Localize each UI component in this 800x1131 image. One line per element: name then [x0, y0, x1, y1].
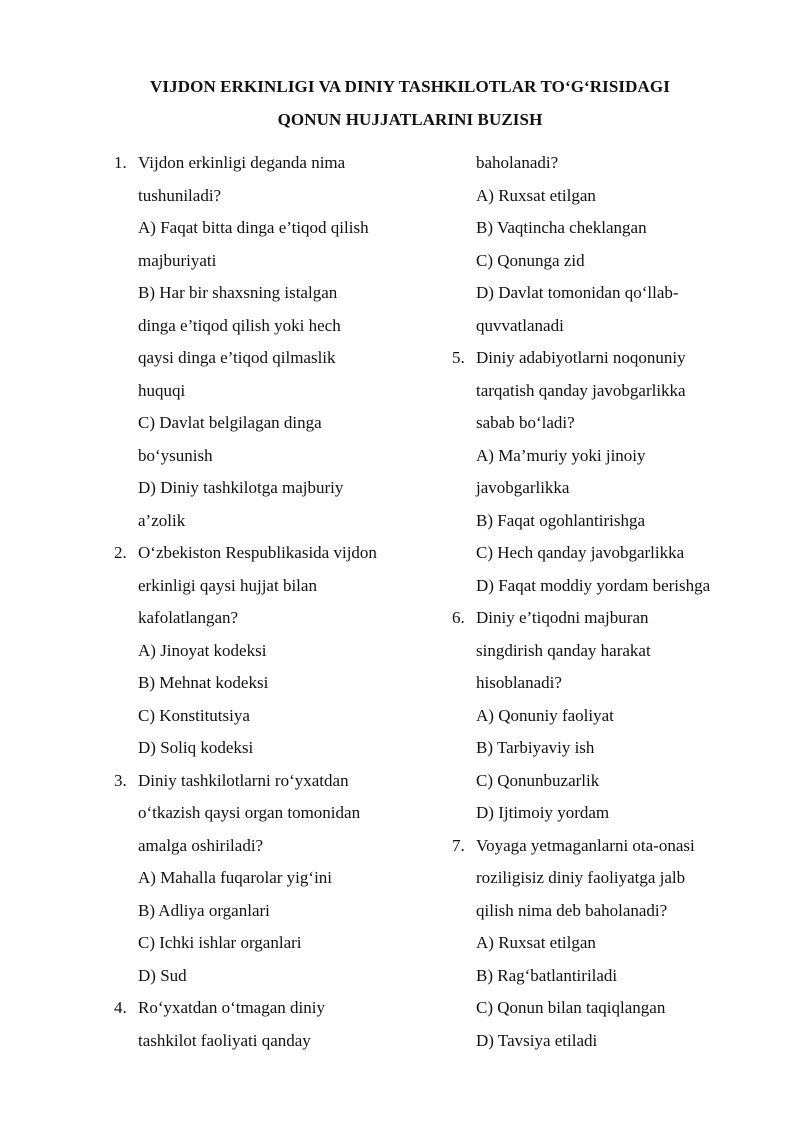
option-d: D) Tavsiya etiladi — [476, 1030, 598, 1050]
option-c — [114, 407, 434, 472]
option-b: B) Adliya organlari — [138, 900, 270, 920]
question-2 — [114, 537, 434, 765]
question-text-line: tarqatish qanday javobgarlikka — [476, 380, 686, 400]
question-text — [138, 537, 434, 635]
question-number: 1. — [114, 153, 127, 172]
option-line: B) Har bir shaxsning istalgan — [138, 283, 338, 302]
option-line: D) Davlat tomonidan qo‘llab- — [476, 283, 679, 302]
option-c: C) Ichki ishlar organlari — [138, 933, 302, 952]
option-b: B) Vaqtincha cheklangan — [476, 218, 647, 237]
option-line: quvvatlanadi — [476, 315, 564, 335]
question-text — [138, 147, 434, 212]
question-text-line: erkinligi qaysi hujjat bilan — [138, 575, 317, 595]
option-b: B) Rag‘batlantiriladi — [476, 965, 618, 985]
question-text — [476, 342, 752, 440]
option-d: D) Faqat moddiy yordam berishga — [476, 575, 711, 595]
option-line: A) Faqat bitta dinga e’tiqod qilish — [138, 218, 369, 237]
question-3 — [114, 765, 434, 993]
option-line: qaysi dinga e’tiqod qilmaslik — [138, 348, 336, 367]
option-a: A) Mahalla fuqarolar yig‘ini — [138, 868, 333, 887]
title-line-1: VIJDON ERKINLIGI VA DINIY TASHKILOTLAR TO‘G‘RISIDAGI — [150, 77, 670, 96]
option-a: A) Jinoyat kodeksi — [138, 640, 267, 660]
question-number: 7. — [452, 835, 465, 855]
question-text-line: tashkilot faoliyati qanday — [138, 1030, 311, 1050]
option-line: a’zolik — [138, 510, 186, 530]
option-d: D) Soliq kodeksi — [138, 738, 254, 757]
question-text-line: Diniy adabiyotlarni noqonuniy — [476, 348, 686, 367]
option-c: C) Hech qanday javobgarlikka — [476, 543, 685, 562]
option-c: C) Konstitutsiya — [138, 705, 250, 725]
option-a — [114, 212, 434, 277]
question-text-line: O‘zbekiston Respublikasida vijdon — [138, 543, 377, 562]
question-5 — [452, 342, 752, 602]
question-text-line: kafolatlangan? — [138, 608, 239, 627]
question-text-line: singdirish qanday harakat — [476, 640, 651, 660]
option-a: A) Ruxsat etilgan — [476, 185, 596, 205]
option-line: D) Diniy tashkilotga majburiy — [138, 478, 344, 497]
option-c: C) Qonunbuzarlik — [476, 770, 600, 790]
question-text-line: o‘tkazish qaysi organ tomonidan — [138, 803, 361, 822]
option-line: C) Davlat belgilagan dinga — [138, 413, 322, 432]
right-column — [452, 147, 752, 1057]
page-title — [80, 71, 740, 136]
question-text-line: tushuniladi? — [138, 185, 222, 205]
option-b: B) Tarbiyaviy ish — [476, 738, 595, 757]
option-c: C) Qonunga zid — [476, 250, 585, 270]
option-d: D) Sud — [138, 965, 187, 985]
question-text — [476, 830, 752, 928]
question-text-line: Diniy tashkilotlarni ro‘yxatdan — [138, 770, 349, 790]
question-7 — [452, 830, 752, 1058]
option-b: B) Mehnat kodeksi — [138, 673, 269, 692]
question-number: 5. — [452, 348, 465, 367]
question-text — [138, 765, 434, 863]
question-text-line: sabab bo‘ladi? — [476, 413, 575, 432]
option-d — [452, 277, 752, 342]
question-4 — [114, 992, 434, 1057]
option-a: A) Ruxsat etilgan — [476, 933, 596, 952]
option-c: C) Qonun bilan taqiqlangan — [476, 998, 666, 1017]
question-text-line: baholanadi? — [476, 153, 559, 172]
question-6 — [452, 602, 752, 830]
question-text-line: Ro‘yxatdan o‘tmagan diniy — [138, 998, 325, 1017]
question-text-line: qilish nima deb baholanadi? — [476, 900, 668, 920]
question-text-line: hisoblanadi? — [476, 673, 562, 692]
option-line: majburiyati — [138, 250, 217, 270]
title-line-2: QONUN HUJJATLARINI BUZISH — [277, 109, 543, 129]
question-text-line: roziligisiz diniy faoliyatga jalb — [476, 868, 686, 887]
option-b — [114, 277, 434, 407]
question-text-line: amalga oshiriladi? — [138, 835, 264, 855]
option-line: javobgarlikka — [476, 478, 570, 497]
question-number: 6. — [452, 608, 465, 627]
left-column — [114, 147, 434, 1057]
option-line: dinga e’tiqod qilish yoki hech — [138, 315, 341, 335]
question-text — [476, 602, 752, 700]
option-a — [452, 440, 752, 505]
question-text-line: Vijdon erkinligi deganda nima — [138, 153, 346, 172]
question-text — [138, 992, 434, 1057]
question-1 — [114, 147, 434, 537]
option-line: A) Ma’muriy yoki jinoiy — [476, 445, 646, 465]
option-line: bo‘ysunish — [138, 445, 213, 465]
question-4-continued — [452, 147, 752, 342]
question-text-line: Voyaga yetmaganlarni ota-onasi — [476, 835, 695, 855]
option-a: A) Qonuniy faoliyat — [476, 705, 614, 725]
option-d: D) Ijtimoiy yordam — [476, 803, 610, 822]
question-text-line: Diniy e’tiqodni majburan — [476, 608, 649, 627]
option-d — [114, 472, 434, 537]
question-number: 2. — [114, 543, 127, 562]
question-number: 3. — [114, 770, 127, 790]
question-number: 4. — [114, 998, 127, 1017]
option-b: B) Faqat ogohlantirishga — [476, 510, 646, 530]
option-line: huquqi — [138, 380, 186, 400]
